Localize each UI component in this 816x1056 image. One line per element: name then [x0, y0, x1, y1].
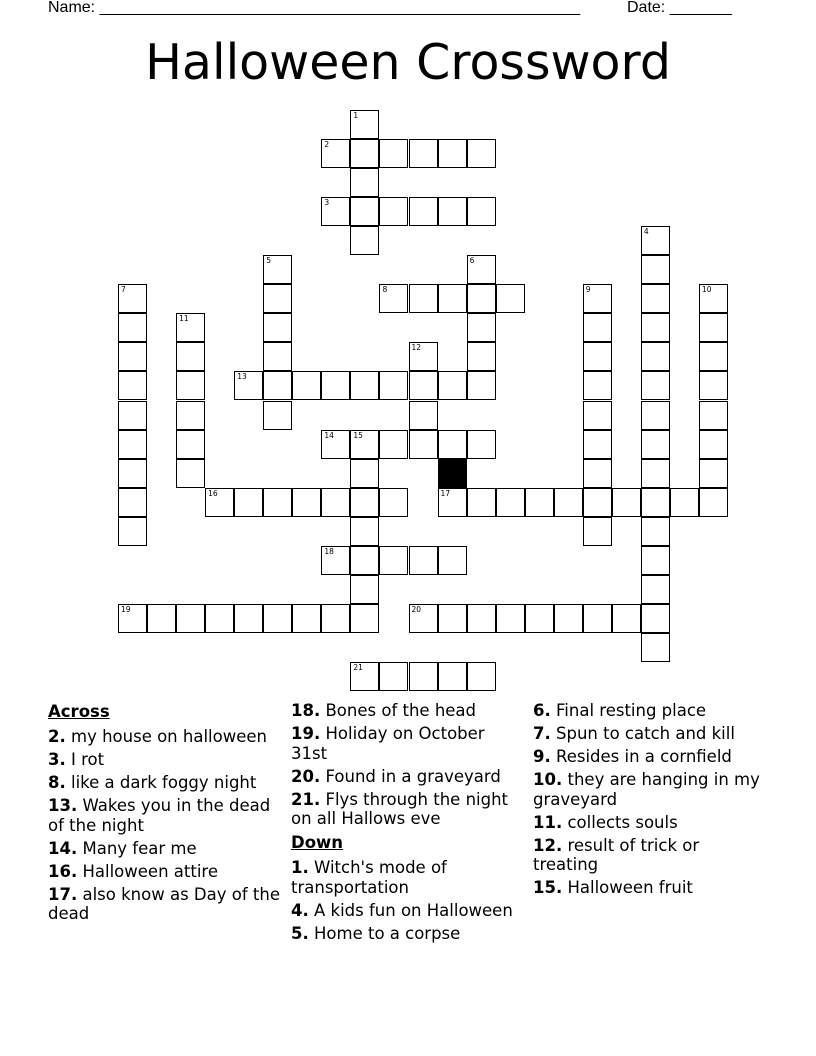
clue-text: Flys through the night on all Hallows eve — [291, 789, 509, 828]
clues-column-2 — [291, 701, 523, 947]
grid-cell[interactable] — [118, 313, 147, 342]
across-clue — [291, 790, 523, 829]
clue-text: Found in a graveyard — [325, 766, 501, 786]
down-clue — [291, 858, 523, 897]
grid-cell[interactable] — [409, 662, 438, 691]
grid-cell[interactable] — [583, 342, 612, 371]
grid-cell[interactable] — [292, 604, 321, 633]
clue-number-label: 16. — [48, 861, 78, 881]
clue-number-label: 5. — [291, 923, 309, 943]
clue-number-label: 11. — [533, 812, 563, 832]
clue-text: collects souls — [567, 812, 678, 832]
grid-cell[interactable] — [670, 488, 699, 517]
grid-cell[interactable] — [641, 284, 670, 313]
grid-cell[interactable] — [641, 517, 670, 546]
grid-cell[interactable] — [699, 371, 728, 400]
across-clue — [48, 796, 280, 835]
clue-number: 20 — [411, 604, 422, 614]
grid-cell[interactable] — [379, 139, 408, 168]
clue-number-label: 2. — [48, 727, 66, 746]
grid-cell[interactable] — [118, 371, 147, 400]
down-clue — [533, 836, 765, 875]
across-clue — [48, 727, 280, 747]
down-clue — [533, 878, 765, 898]
clue-number: 12 — [411, 343, 422, 353]
grid-cell[interactable] — [467, 197, 496, 226]
grid-cell[interactable] — [467, 430, 496, 459]
grid-cell[interactable] — [350, 459, 379, 488]
clue-text: Final resting place — [556, 701, 707, 720]
grid-cell[interactable] — [176, 459, 205, 488]
grid-cell[interactable] — [583, 401, 612, 430]
grid-cell[interactable] — [409, 284, 438, 313]
grid-cell[interactable] — [641, 401, 670, 430]
grid-cell[interactable] — [350, 546, 379, 575]
grid-cell[interactable] — [467, 371, 496, 400]
grid-cell[interactable] — [525, 488, 554, 517]
grid-cell[interactable] — [641, 633, 670, 662]
grid-cell[interactable] — [641, 546, 670, 575]
grid-cell[interactable] — [467, 342, 496, 371]
clue-text: like a dark foggy night — [71, 773, 257, 792]
grid-cell[interactable] — [409, 546, 438, 575]
grid-cell[interactable] — [321, 371, 350, 400]
grid-cell[interactable] — [176, 604, 205, 633]
across-clue — [291, 767, 523, 787]
down-clue — [533, 701, 765, 721]
grid-cell[interactable] — [583, 430, 612, 459]
grid-cell[interactable] — [118, 517, 147, 546]
grid-cell[interactable] — [699, 488, 728, 517]
grid-cell[interactable] — [409, 430, 438, 459]
black-cell — [438, 459, 467, 488]
grid-cell[interactable] — [641, 342, 670, 371]
grid-cell[interactable] — [234, 488, 263, 517]
clue-number: 3 — [324, 198, 330, 208]
grid-cell[interactable] — [583, 604, 612, 633]
grid-cell[interactable] — [263, 604, 292, 633]
clue-number-label: 10. — [533, 770, 563, 789]
down-clue — [291, 924, 523, 944]
clue-text: Witch's mode of transportation — [291, 858, 447, 897]
grid-cell[interactable] — [583, 459, 612, 488]
grid-cell[interactable] — [176, 401, 205, 430]
clue-number-label: 3. — [48, 750, 66, 769]
grid-cell[interactable] — [263, 488, 292, 517]
grid-cell[interactable] — [699, 313, 728, 342]
grid-cell[interactable] — [496, 488, 525, 517]
grid-cell[interactable] — [612, 604, 641, 633]
grid-cell[interactable] — [438, 197, 467, 226]
grid-cell[interactable] — [641, 459, 670, 488]
clue-number-label: 15. — [533, 878, 563, 897]
grid-cell[interactable] — [641, 604, 670, 633]
grid-cell[interactable] — [641, 488, 670, 517]
clue-text: Halloween attire — [82, 861, 218, 881]
clue-text: Halloween fruit — [567, 878, 693, 897]
grid-cell[interactable] — [147, 604, 176, 633]
grid-cell[interactable] — [176, 371, 205, 400]
clue-text: A kids fun on Halloween — [314, 900, 513, 920]
across-clue — [48, 885, 280, 924]
clue-text: they are hanging in my graveyard — [533, 770, 760, 809]
clue-number-label: 12. — [533, 835, 563, 855]
grid-cell[interactable] — [263, 342, 292, 371]
clue-number-label: 7. — [533, 724, 551, 743]
grid-cell[interactable] — [438, 662, 467, 691]
grid-cell[interactable] — [379, 488, 408, 517]
grid-cell[interactable] — [438, 139, 467, 168]
clue-number-label: 21. — [291, 789, 321, 809]
clues-column-3 — [533, 701, 765, 901]
grid-cell[interactable] — [438, 604, 467, 633]
grid-cell[interactable] — [118, 488, 147, 517]
grid-cell[interactable] — [292, 488, 321, 517]
date-field[interactable]: Date: _______ — [627, 0, 732, 16]
grid-cell[interactable] — [641, 371, 670, 400]
grid-cell[interactable] — [379, 430, 408, 459]
grid-cell[interactable] — [438, 284, 467, 313]
clue-number-label: 4. — [291, 900, 309, 920]
grid-cell[interactable] — [409, 401, 438, 430]
grid-cell[interactable] — [525, 604, 554, 633]
clue-number-label: 1. — [291, 858, 309, 877]
grid-cell[interactable] — [612, 488, 641, 517]
grid-cell[interactable] — [350, 488, 379, 517]
clue-number: 10 — [702, 285, 712, 295]
grid-cell[interactable] — [438, 546, 467, 575]
across-clue — [48, 750, 280, 770]
grid-cell[interactable] — [641, 575, 670, 604]
grid-cell[interactable] — [350, 139, 379, 168]
down-clue — [533, 747, 765, 767]
grid-cell[interactable] — [641, 430, 670, 459]
clue-number-label: 13. — [48, 796, 78, 815]
clue-number: 19 — [121, 604, 131, 614]
grid-cell[interactable] — [699, 430, 728, 459]
clue-number: 17 — [440, 488, 451, 498]
grid-cell[interactable] — [176, 342, 205, 371]
grid-cell[interactable] — [234, 604, 263, 633]
across-clue — [48, 839, 280, 859]
clue-number: 8 — [382, 285, 388, 295]
down-clue — [533, 770, 765, 809]
grid-cell[interactable] — [699, 342, 728, 371]
grid-cell[interactable] — [583, 313, 612, 342]
grid-cell[interactable] — [467, 662, 496, 691]
grid-cell[interactable] — [176, 430, 205, 459]
grid-cell[interactable] — [496, 604, 525, 633]
clue-number: 14 — [324, 430, 334, 440]
clue-number: 21 — [353, 662, 363, 672]
clue-number-label: 6. — [533, 701, 551, 720]
grid-cell[interactable] — [350, 168, 379, 197]
grid-cell[interactable] — [263, 284, 292, 313]
clue-number-label: 18. — [291, 701, 321, 720]
grid-cell[interactable] — [409, 371, 438, 400]
clue-number: 1 — [353, 111, 359, 120]
grid-cell[interactable] — [118, 401, 147, 430]
grid-cell[interactable] — [467, 313, 496, 342]
grid-cell[interactable] — [409, 197, 438, 226]
grid-cell[interactable] — [438, 371, 467, 400]
grid-cell[interactable] — [554, 604, 583, 633]
grid-cell[interactable] — [467, 139, 496, 168]
across-clue — [48, 773, 280, 793]
clue-number-label: 14. — [48, 838, 78, 858]
grid-cell[interactable] — [205, 604, 234, 633]
clue-number-label: 19. — [291, 724, 321, 743]
grid-cell[interactable] — [263, 401, 292, 430]
clue-number: 9 — [585, 285, 591, 295]
grid-cell[interactable] — [699, 401, 728, 430]
clue-text: Many fear me — [82, 838, 197, 858]
name-field[interactable]: Name: ______________________________________________________ — [48, 0, 581, 16]
grid-cell[interactable] — [118, 459, 147, 488]
grid-cell[interactable] — [350, 197, 379, 226]
clue-text: Wakes you in the dead of the night — [48, 796, 271, 835]
grid-cell[interactable] — [379, 197, 408, 226]
clue-text: my house on halloween — [71, 727, 267, 746]
grid-cell[interactable] — [699, 459, 728, 488]
clue-number: 16 — [208, 488, 218, 498]
grid-cell[interactable] — [263, 313, 292, 342]
clue-text: I rot — [71, 750, 105, 769]
clue-number: 7 — [121, 285, 126, 295]
grid-cell[interactable] — [583, 517, 612, 546]
page-title: Halloween Crossword — [145, 34, 671, 91]
clue-number: 15 — [353, 430, 363, 440]
grid-cell[interactable] — [350, 371, 379, 400]
grid-cell[interactable] — [379, 662, 408, 691]
clue-text: result of trick or treating — [533, 835, 700, 874]
clue-number: 4 — [643, 227, 649, 237]
grid-cell[interactable] — [350, 604, 379, 633]
down-clue — [533, 813, 765, 833]
grid-cell[interactable] — [409, 139, 438, 168]
grid-cell[interactable] — [350, 517, 379, 546]
grid-cell[interactable] — [583, 371, 612, 400]
clue-number-label: 17. — [48, 884, 78, 904]
clue-number-label: 8. — [48, 773, 66, 792]
clue-number: 2 — [324, 140, 330, 150]
grid-cell[interactable] — [467, 284, 496, 313]
across-heading: Across — [48, 702, 110, 721]
grid-cell[interactable] — [118, 342, 147, 371]
clue-number: 5 — [266, 256, 272, 266]
down-heading: Down — [291, 833, 344, 852]
grid-cell[interactable] — [379, 371, 408, 400]
grid-cell[interactable] — [467, 488, 496, 517]
grid-cell[interactable] — [292, 371, 321, 400]
clues-column-1 — [48, 701, 280, 927]
clue-number-label: 9. — [533, 747, 551, 766]
grid-cell[interactable] — [496, 284, 525, 313]
clue-number: 11 — [179, 314, 189, 324]
grid-cell[interactable] — [118, 430, 147, 459]
clue-text: Resides in a cornfield — [556, 747, 732, 766]
clue-text: Bones of the head — [325, 701, 477, 720]
clue-text: Spun to catch and kill — [556, 724, 735, 743]
grid-cell[interactable] — [321, 488, 350, 517]
down-clue — [533, 724, 765, 744]
clue-text: Home to a corpse — [314, 923, 461, 943]
down-clue — [291, 901, 523, 921]
grid-cell[interactable] — [583, 488, 612, 517]
clue-number: 6 — [469, 256, 475, 266]
clue-text: also know as Day of the dead — [48, 884, 280, 923]
clue-number: 18 — [324, 546, 334, 556]
grid-cell[interactable] — [554, 488, 583, 517]
clue-number: 13 — [237, 372, 247, 382]
clue-text: Holiday on October 31st — [291, 724, 485, 763]
grid-cell[interactable] — [350, 575, 379, 604]
grid-cell[interactable] — [438, 430, 467, 459]
grid-cell[interactable] — [467, 604, 496, 633]
across-clue — [48, 862, 280, 882]
grid-cell[interactable] — [379, 546, 408, 575]
grid-cell[interactable] — [350, 226, 379, 255]
across-clue — [291, 724, 523, 763]
clue-number-label: 20. — [291, 766, 321, 786]
grid-cell[interactable] — [321, 604, 350, 633]
grid-cell[interactable] — [263, 371, 292, 400]
grid-cell[interactable] — [641, 255, 670, 284]
grid-cell[interactable] — [641, 313, 670, 342]
across-clue — [291, 701, 523, 721]
